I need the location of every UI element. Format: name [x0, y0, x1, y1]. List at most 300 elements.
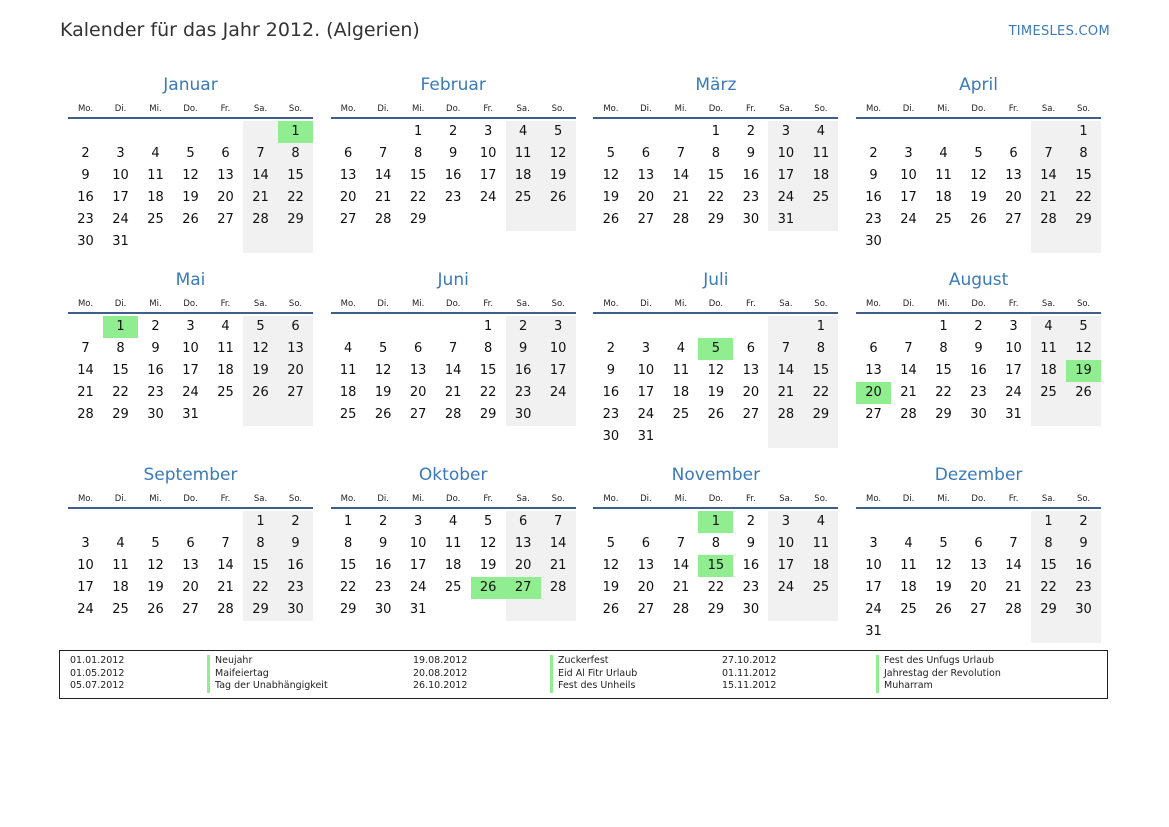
weekday-label: Mo.: [77, 299, 94, 309]
day-cell: 11: [112, 558, 129, 573]
empty-day-cell: [891, 316, 926, 338]
day-cell: 29: [112, 407, 129, 422]
empty-day-cell: [173, 231, 208, 253]
month-märz: [593, 72, 838, 267]
day-cell: 24: [637, 407, 655, 422]
day-cell: 13: [742, 363, 760, 378]
day-cell: 15: [1066, 165, 1101, 187]
day-cell: 10: [112, 168, 129, 183]
holiday-day-cell: 26: [471, 577, 506, 599]
month-januar: [68, 72, 313, 267]
weekday-label: Di.: [640, 299, 652, 309]
legend-date: 27.10.2012: [722, 655, 777, 666]
day-cell: 25: [339, 407, 357, 422]
day-cell: 31: [1005, 407, 1022, 422]
day-cell: 21: [243, 187, 278, 209]
month-name: April: [959, 75, 998, 95]
day-cell: 26: [970, 212, 987, 227]
weekday-label: Mo.: [866, 104, 882, 114]
day-cell: 1: [484, 319, 493, 334]
empty-day-cell: [926, 621, 961, 643]
weekday-label: So.: [551, 299, 565, 309]
day-cell: 12: [479, 536, 497, 551]
day-cell: 11: [217, 341, 234, 356]
day-cell: 16: [506, 360, 541, 382]
day-cell: 11: [339, 363, 357, 378]
day-cell: 27: [409, 407, 427, 422]
weekday-label: So.: [288, 299, 303, 309]
day-cell: 24: [409, 580, 427, 595]
weekday-header: [68, 98, 313, 119]
day-cell: 18: [803, 165, 838, 187]
day-cell: 29: [409, 212, 427, 227]
day-cell: 10: [900, 168, 917, 183]
empty-day-cell: [366, 316, 401, 338]
month-name: Januar: [163, 75, 218, 95]
weekday-label: Mi.: [937, 299, 950, 309]
day-cell: 20: [409, 385, 427, 400]
day-cell: 28: [768, 404, 803, 426]
weekday-label: Do.: [446, 494, 461, 504]
day-cell: 6: [1009, 146, 1018, 161]
month-name: Juni: [437, 270, 469, 290]
day-cell: 21: [1031, 187, 1066, 209]
day-cell: 4: [116, 536, 125, 551]
day-cell: 11: [1031, 338, 1066, 360]
day-cell: 23: [970, 385, 987, 400]
day-cell: 31: [865, 624, 882, 639]
day-cell: 17: [112, 190, 129, 205]
day-cell: 29: [803, 404, 838, 426]
day-cell: 20: [182, 580, 199, 595]
day-cell: 9: [746, 146, 756, 161]
day-cell: 30: [77, 234, 94, 249]
day-cell: 12: [935, 558, 952, 573]
month-name: September: [143, 465, 238, 485]
holiday-day-cell: 20: [856, 382, 891, 404]
day-cell: 14: [672, 558, 690, 573]
weekday-label: Do.: [446, 299, 461, 309]
day-cell: 24: [1005, 385, 1022, 400]
day-cell: 16: [444, 168, 462, 183]
day-cell: 13: [865, 363, 882, 378]
weekday-label: Mi.: [411, 494, 425, 504]
day-cell: 11: [900, 558, 917, 573]
day-cell: 30: [1066, 599, 1101, 621]
day-cell: 3: [414, 514, 423, 529]
empty-day-cell: [401, 316, 436, 338]
empty-day-cell: [803, 599, 838, 621]
day-cell: 16: [742, 558, 760, 573]
day-cell: 20: [339, 190, 357, 205]
day-cell: 30: [742, 212, 760, 227]
day-cell: 29: [339, 602, 357, 617]
day-cell: 6: [641, 536, 651, 551]
legend-holiday-name: Fest des Unheils: [550, 680, 637, 693]
empty-day-cell: [173, 511, 208, 533]
day-cell: 30: [602, 429, 620, 444]
day-cell: 4: [344, 341, 353, 356]
day-cell: 4: [939, 146, 948, 161]
day-cell: 3: [768, 511, 803, 533]
day-cell: 13: [1005, 168, 1022, 183]
weekday-label: So.: [814, 299, 828, 309]
weekday-label: Mo.: [77, 494, 94, 504]
empty-day-cell: [961, 511, 996, 533]
month-name: Juli: [703, 270, 729, 290]
day-cell: 11: [935, 168, 952, 183]
day-cell: 19: [147, 580, 164, 595]
day-cell: 23: [77, 212, 94, 227]
day-cell: 18: [935, 190, 952, 205]
day-cell: 22: [707, 580, 725, 595]
empty-day-cell: [593, 121, 628, 143]
weekday-header: [593, 488, 838, 509]
weekday-label: Do.: [971, 104, 986, 114]
empty-day-cell: [1031, 621, 1066, 643]
day-cell: 7: [676, 146, 686, 161]
day-cell: 7: [1009, 536, 1018, 551]
weekday-label: Sa.: [779, 494, 793, 504]
day-cell: 1: [1031, 511, 1066, 533]
empty-day-cell: [891, 511, 926, 533]
month-name: Februar: [420, 75, 486, 95]
day-cell: 29: [707, 212, 725, 227]
day-cell: 21: [768, 382, 803, 404]
day-cell: 14: [1031, 165, 1066, 187]
day-cell: 8: [243, 533, 278, 555]
weekday-label: Sa.: [516, 494, 530, 504]
day-cell: 22: [479, 385, 497, 400]
day-cell: 8: [803, 338, 838, 360]
weekday-label: Mo.: [866, 299, 882, 309]
day-cell: 23: [1066, 577, 1101, 599]
day-cell: 26: [374, 407, 392, 422]
day-cell: 1: [344, 514, 353, 529]
day-cell: 11: [506, 143, 541, 165]
empty-day-cell: [331, 316, 366, 338]
weekday-label: Fr.: [1008, 494, 1019, 504]
brand-link[interactable]: TIMESLES.COM: [1008, 24, 1110, 39]
day-cell: 13: [339, 168, 357, 183]
empty-day-cell: [663, 511, 698, 533]
day-cell: 14: [444, 363, 462, 378]
day-cell: 24: [900, 212, 917, 227]
weekday-label: Mi.: [149, 299, 162, 309]
month-juli: [593, 267, 838, 462]
days-grid: [593, 121, 838, 231]
day-cell: 29: [1066, 209, 1101, 231]
day-cell: 15: [1031, 555, 1066, 577]
day-cell: 11: [444, 536, 462, 551]
month-name: Oktober: [418, 465, 488, 485]
day-cell: 3: [116, 146, 125, 161]
day-cell: 6: [414, 341, 423, 356]
day-cell: 6: [746, 341, 756, 356]
days-grid: [856, 121, 1101, 253]
day-cell: 8: [1066, 143, 1101, 165]
empty-day-cell: [331, 121, 366, 143]
day-cell: 28: [1031, 209, 1066, 231]
day-cell: 12: [147, 558, 164, 573]
day-cell: 12: [541, 143, 576, 165]
day-cell: 7: [81, 341, 90, 356]
empty-day-cell: [628, 511, 663, 533]
holiday-day-cell: 27: [506, 577, 541, 599]
weekday-label: Di.: [377, 104, 389, 114]
day-cell: 30: [278, 599, 313, 621]
legend-names-col3: [876, 655, 1001, 693]
day-cell: 6: [344, 146, 353, 161]
day-cell: 15: [707, 168, 725, 183]
day-cell: 17: [1005, 363, 1022, 378]
weekday-label: Fr.: [220, 104, 231, 114]
day-cell: 22: [278, 187, 313, 209]
day-cell: 5: [974, 146, 983, 161]
day-cell: 2: [606, 341, 616, 356]
legend-date: 20.08.2012: [413, 667, 468, 679]
holiday-day-cell: 19: [1066, 360, 1101, 382]
day-cell: 23: [374, 580, 392, 595]
day-cell: 15: [935, 363, 952, 378]
empty-day-cell: [961, 621, 996, 643]
day-cell: 4: [506, 121, 541, 143]
page-title: Kalender für das Jahr 2012. (Algerien): [60, 19, 420, 41]
legend-dates-col1: [70, 655, 124, 693]
legend-holiday-name: Tag der Unabhängigkeit: [207, 680, 328, 693]
day-cell: 21: [374, 190, 392, 205]
day-cell: 14: [672, 168, 690, 183]
day-cell: 14: [900, 363, 917, 378]
days-grid: [331, 316, 576, 426]
holiday-day-cell: 1: [698, 511, 733, 533]
day-cell: 27: [742, 407, 760, 422]
weekday-label: Mo.: [340, 299, 356, 309]
weekday-label: Sa.: [253, 104, 268, 114]
day-cell: 13: [970, 558, 987, 573]
weekday-header: [856, 293, 1101, 314]
month-dezember: [856, 462, 1101, 657]
weekday-header: [593, 293, 838, 314]
day-cell: 26: [182, 212, 199, 227]
day-cell: 22: [1031, 577, 1066, 599]
weekday-label: Do.: [708, 299, 724, 309]
day-cell: 26: [541, 187, 576, 209]
day-cell: 26: [147, 602, 164, 617]
day-cell: 8: [116, 341, 125, 356]
day-cell: 2: [449, 124, 458, 139]
weekday-label: Fr.: [483, 494, 494, 504]
day-cell: 16: [602, 385, 620, 400]
day-cell: 28: [243, 209, 278, 231]
day-cell: 1: [939, 319, 948, 334]
day-cell: 25: [672, 407, 690, 422]
day-cell: 27: [339, 212, 357, 227]
empty-day-cell: [103, 511, 138, 533]
day-cell: 17: [479, 168, 497, 183]
day-cell: 14: [217, 558, 234, 573]
day-cell: 31: [182, 407, 199, 422]
weekday-label: Mi.: [411, 299, 425, 309]
day-cell: 13: [637, 558, 655, 573]
weekday-header: [68, 293, 313, 314]
days-grid: [593, 316, 838, 448]
day-cell: 17: [541, 360, 576, 382]
weekday-label: Mo.: [77, 104, 94, 114]
day-cell: 10: [541, 338, 576, 360]
day-cell: 8: [278, 143, 313, 165]
day-cell: 3: [768, 121, 803, 143]
day-cell: 2: [151, 319, 160, 334]
empty-day-cell: [436, 316, 471, 338]
day-cell: 13: [637, 168, 655, 183]
day-cell: 4: [803, 121, 838, 143]
legend-holiday-name: Jahrestag der Revolution: [876, 668, 1001, 681]
weekday-label: Sa.: [253, 299, 268, 309]
day-cell: 9: [379, 536, 388, 551]
empty-day-cell: [663, 426, 698, 448]
day-cell: 21: [672, 190, 690, 205]
weekday-label: Di.: [902, 104, 915, 114]
day-cell: 18: [803, 555, 838, 577]
weekday-label: Sa.: [253, 494, 268, 504]
legend-holiday-name: Neujahr: [207, 655, 328, 668]
empty-day-cell: [1066, 404, 1101, 426]
day-cell: 27: [637, 212, 655, 227]
day-cell: 19: [970, 190, 987, 205]
day-cell: 30: [742, 602, 760, 617]
weekday-label: Mi.: [674, 104, 688, 114]
day-cell: 20: [637, 580, 655, 595]
day-cell: 23: [742, 190, 760, 205]
weekday-header: [331, 293, 576, 314]
day-cell: 4: [1031, 316, 1066, 338]
day-cell: 20: [1005, 190, 1022, 205]
empty-day-cell: [541, 209, 576, 231]
weekday-label: Di.: [377, 299, 389, 309]
day-cell: 13: [409, 363, 427, 378]
legend-date: 26.10.2012: [413, 680, 468, 691]
day-cell: 18: [900, 580, 917, 595]
day-cell: 9: [869, 168, 878, 183]
empty-day-cell: [1031, 231, 1066, 253]
day-cell: 7: [379, 146, 388, 161]
empty-day-cell: [436, 599, 471, 621]
day-cell: 25: [803, 187, 838, 209]
day-cell: 29: [1031, 599, 1066, 621]
legend-date: 01.01.2012: [70, 655, 125, 666]
day-cell: 29: [243, 599, 278, 621]
day-cell: 18: [444, 558, 462, 573]
day-cell: 31: [768, 209, 803, 231]
day-cell: 14: [77, 363, 94, 378]
day-cell: 13: [278, 338, 313, 360]
day-cell: 20: [506, 555, 541, 577]
month-mai: [68, 267, 313, 462]
day-cell: 5: [484, 514, 493, 529]
day-cell: 7: [541, 511, 576, 533]
day-cell: 11: [803, 143, 838, 165]
day-cell: 12: [970, 168, 987, 183]
day-cell: 9: [506, 338, 541, 360]
legend-names-col1: [207, 655, 328, 693]
day-cell: 12: [182, 168, 199, 183]
weekday-label: Mo.: [603, 299, 619, 309]
empty-day-cell: [506, 209, 541, 231]
day-cell: 5: [541, 121, 576, 143]
weekday-label: Di.: [377, 494, 389, 504]
day-cell: 18: [1031, 360, 1066, 382]
day-cell: 1: [711, 124, 721, 139]
empty-day-cell: [208, 231, 243, 253]
legend-holiday-name: Eid Al Fitr Urlaub: [550, 668, 637, 681]
days-grid: [331, 511, 576, 621]
day-cell: 12: [374, 363, 392, 378]
days-grid: [593, 511, 838, 621]
day-cell: 6: [186, 536, 195, 551]
days-grid: [68, 121, 313, 253]
weekday-label: Fr.: [483, 299, 494, 309]
day-cell: 23: [865, 212, 882, 227]
day-cell: 2: [1066, 511, 1101, 533]
empty-day-cell: [278, 404, 313, 426]
day-cell: 15: [112, 363, 129, 378]
day-cell: 28: [541, 577, 576, 599]
day-cell: 11: [672, 363, 690, 378]
day-cell: 8: [711, 536, 721, 551]
month-februar: [331, 72, 576, 267]
empty-day-cell: [1066, 231, 1101, 253]
day-cell: 6: [506, 511, 541, 533]
legend-dates-col3: [722, 655, 776, 693]
weekday-label: Di.: [114, 104, 127, 114]
weekday-label: Sa.: [1041, 299, 1056, 309]
empty-day-cell: [663, 121, 698, 143]
empty-day-cell: [961, 121, 996, 143]
day-cell: 30: [506, 404, 541, 426]
day-cell: 5: [939, 536, 948, 551]
empty-day-cell: [856, 121, 891, 143]
day-cell: 3: [81, 536, 90, 551]
weekday-label: Mo.: [603, 104, 619, 114]
day-cell: 26: [707, 407, 725, 422]
weekday-label: Di.: [902, 494, 915, 504]
empty-day-cell: [856, 316, 891, 338]
weekday-label: Sa.: [516, 104, 530, 114]
empty-day-cell: [593, 316, 628, 338]
day-cell: 4: [676, 341, 686, 356]
empty-day-cell: [996, 511, 1031, 533]
day-cell: 5: [243, 316, 278, 338]
weekday-label: So.: [1076, 299, 1091, 309]
weekday-header: [856, 488, 1101, 509]
weekday-label: Mo.: [866, 494, 882, 504]
weekday-label: So.: [288, 494, 303, 504]
day-cell: 2: [506, 316, 541, 338]
holiday-legend: [59, 650, 1108, 699]
day-cell: 24: [768, 577, 803, 599]
day-cell: 9: [81, 168, 90, 183]
empty-day-cell: [68, 511, 103, 533]
day-cell: 5: [186, 146, 195, 161]
holiday-day-cell: 1: [278, 121, 313, 143]
empty-day-cell: [856, 511, 891, 533]
day-cell: 3: [541, 316, 576, 338]
day-cell: 26: [1066, 382, 1101, 404]
day-cell: 5: [606, 536, 616, 551]
weekday-label: Fr.: [220, 494, 231, 504]
legend-holiday-name: Maifeiertag: [207, 668, 328, 681]
